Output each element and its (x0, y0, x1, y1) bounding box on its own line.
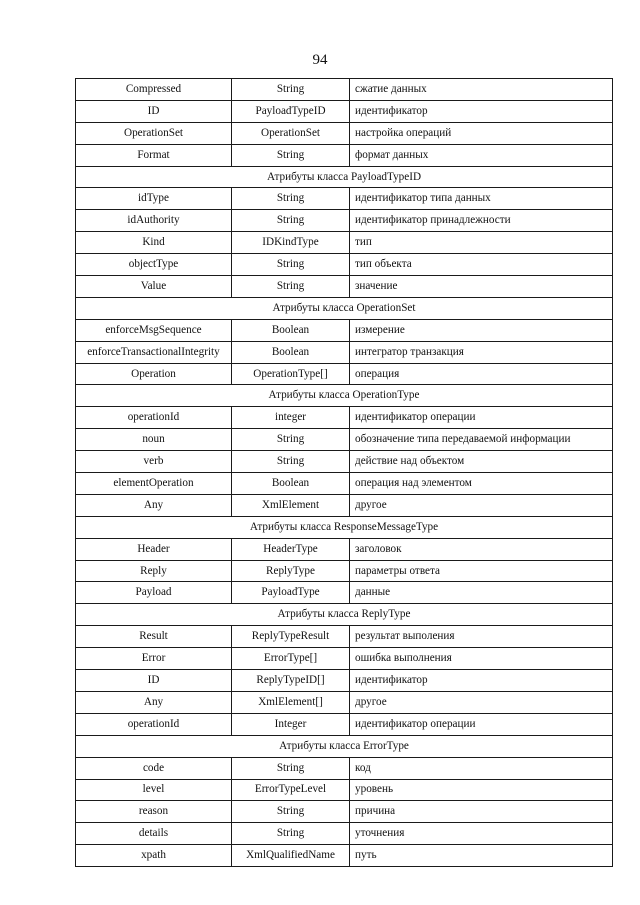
table-row (76, 276, 613, 298)
attribute-type-cell: String (232, 451, 350, 473)
table-row (76, 473, 613, 495)
section-title: Атрибуты класса ErrorType (76, 735, 613, 757)
attribute-description-cell: причина (350, 801, 613, 823)
attribute-type-cell: OperationSet (232, 122, 350, 144)
attribute-name-cell: Value (76, 276, 232, 298)
attribute-description-cell: ошибка выполнения (350, 648, 613, 670)
attribute-name-cell: details (76, 823, 232, 845)
attribute-description-cell: операция (350, 363, 613, 385)
table-row (76, 100, 613, 122)
section-header-row (76, 166, 613, 188)
attribute-name-cell: idAuthority (76, 210, 232, 232)
table-row (76, 691, 613, 713)
table-row (76, 560, 613, 582)
attribute-name-cell: Header (76, 538, 232, 560)
attribute-type-cell: String (232, 188, 350, 210)
attribute-type-cell: String (232, 79, 350, 101)
table-row (76, 779, 613, 801)
table-row (76, 538, 613, 560)
table-row (76, 429, 613, 451)
attribute-description-cell: настройка операций (350, 122, 613, 144)
section-title: Атрибуты класса ReplyType (76, 604, 613, 626)
attribute-type-cell: Boolean (232, 473, 350, 495)
attribute-description-cell: интегратор транзакция (350, 341, 613, 363)
table-row (76, 582, 613, 604)
table-row (76, 670, 613, 692)
table-row (76, 713, 613, 735)
section-title: Атрибуты класса ResponseMessageType (76, 516, 613, 538)
attribute-type-cell: XmlElement (232, 494, 350, 516)
attribute-type-cell: String (232, 429, 350, 451)
attribute-description-cell: операция над элементом (350, 473, 613, 495)
attribute-description-cell: идентификатор операции (350, 713, 613, 735)
attribute-name-cell: operationId (76, 713, 232, 735)
attributes-table (75, 78, 613, 867)
attribute-name-cell: Error (76, 648, 232, 670)
attribute-description-cell: тип объекта (350, 254, 613, 276)
attribute-description-cell: сжатие данных (350, 79, 613, 101)
attributes-table-body (76, 79, 613, 867)
attribute-name-cell: Operation (76, 363, 232, 385)
attribute-type-cell: String (232, 254, 350, 276)
table-row (76, 188, 613, 210)
attribute-name-cell: enforceTransactionalIntegrity (76, 341, 232, 363)
table-row (76, 144, 613, 166)
attribute-description-cell: идентификатор (350, 100, 613, 122)
attribute-type-cell: HeaderType (232, 538, 350, 560)
attribute-description-cell: значение (350, 276, 613, 298)
attribute-name-cell: Reply (76, 560, 232, 582)
table-row (76, 757, 613, 779)
attribute-description-cell: идентификатор типа данных (350, 188, 613, 210)
attribute-name-cell: enforceMsgSequence (76, 319, 232, 341)
attribute-name-cell: Format (76, 144, 232, 166)
attribute-name-cell: level (76, 779, 232, 801)
table-row (76, 626, 613, 648)
table-row (76, 341, 613, 363)
attribute-description-cell: тип (350, 232, 613, 254)
attribute-type-cell: String (232, 801, 350, 823)
section-header-row (76, 385, 613, 407)
attribute-name-cell: noun (76, 429, 232, 451)
attribute-description-cell: параметры ответа (350, 560, 613, 582)
attribute-type-cell: IDKindType (232, 232, 350, 254)
attribute-description-cell: путь (350, 845, 613, 867)
attribute-type-cell: XmlQualifiedName (232, 845, 350, 867)
attribute-type-cell: XmlElement[] (232, 691, 350, 713)
section-title: Атрибуты класса PayloadTypeID (76, 166, 613, 188)
attribute-type-cell: String (232, 276, 350, 298)
attribute-type-cell: String (232, 210, 350, 232)
section-header-row (76, 604, 613, 626)
attribute-name-cell: Any (76, 691, 232, 713)
table-row (76, 801, 613, 823)
section-header-row (76, 735, 613, 757)
attribute-type-cell: ReplyTypeID[] (232, 670, 350, 692)
attribute-description-cell: измерение (350, 319, 613, 341)
table-row (76, 319, 613, 341)
attribute-description-cell: действие над объектом (350, 451, 613, 473)
attribute-name-cell: code (76, 757, 232, 779)
attribute-name-cell: elementOperation (76, 473, 232, 495)
attribute-name-cell: ID (76, 100, 232, 122)
attribute-name-cell: objectType (76, 254, 232, 276)
attribute-type-cell: ErrorTypeLevel (232, 779, 350, 801)
attribute-description-cell: код (350, 757, 613, 779)
table-row (76, 823, 613, 845)
attribute-name-cell: xpath (76, 845, 232, 867)
attribute-type-cell: OperationType[] (232, 363, 350, 385)
attribute-type-cell: String (232, 144, 350, 166)
attribute-type-cell: Boolean (232, 341, 350, 363)
attribute-name-cell: Kind (76, 232, 232, 254)
attribute-description-cell: уточнения (350, 823, 613, 845)
section-title: Атрибуты класса OperationSet (76, 297, 613, 319)
table-row (76, 122, 613, 144)
table-row (76, 232, 613, 254)
table-row (76, 494, 613, 516)
attribute-name-cell: operationId (76, 407, 232, 429)
attribute-name-cell: Any (76, 494, 232, 516)
attribute-type-cell: PayloadTypeID (232, 100, 350, 122)
attribute-name-cell: ID (76, 670, 232, 692)
attribute-type-cell: integer (232, 407, 350, 429)
attribute-name-cell: Compressed (76, 79, 232, 101)
page-number: 94 (312, 52, 328, 68)
section-title: Атрибуты класса OperationType (76, 385, 613, 407)
section-header-row (76, 516, 613, 538)
attribute-description-cell: формат данных (350, 144, 613, 166)
attribute-type-cell: ErrorType[] (232, 648, 350, 670)
attribute-name-cell: OperationSet (76, 122, 232, 144)
attribute-type-cell: ReplyTypeResult (232, 626, 350, 648)
table-row (76, 648, 613, 670)
attribute-description-cell: результат выполения (350, 626, 613, 648)
section-header-row (76, 297, 613, 319)
attribute-description-cell: идентификатор принадлежности (350, 210, 613, 232)
attribute-description-cell: другое (350, 691, 613, 713)
attribute-type-cell: String (232, 823, 350, 845)
attribute-description-cell: другое (350, 494, 613, 516)
table-row (76, 407, 613, 429)
table-row (76, 451, 613, 473)
attribute-description-cell: идентификатор (350, 670, 613, 692)
attribute-description-cell: обозначение типа передаваемой информации (350, 429, 613, 451)
attribute-description-cell: идентификатор операции (350, 407, 613, 429)
table-row (76, 254, 613, 276)
table-row (76, 210, 613, 232)
attribute-name-cell: verb (76, 451, 232, 473)
attribute-name-cell: Result (76, 626, 232, 648)
attribute-name-cell: Payload (76, 582, 232, 604)
attribute-type-cell: PayloadType (232, 582, 350, 604)
attribute-type-cell: Boolean (232, 319, 350, 341)
attribute-description-cell: уровень (350, 779, 613, 801)
table-row (76, 845, 613, 867)
attribute-type-cell: Integer (232, 713, 350, 735)
attribute-description-cell: заголовок (350, 538, 613, 560)
attribute-type-cell: ReplyType (232, 560, 350, 582)
attribute-type-cell: String (232, 757, 350, 779)
table-row (76, 363, 613, 385)
attribute-description-cell: данные (350, 582, 613, 604)
table-row (76, 79, 613, 101)
attribute-name-cell: reason (76, 801, 232, 823)
attribute-name-cell: idType (76, 188, 232, 210)
